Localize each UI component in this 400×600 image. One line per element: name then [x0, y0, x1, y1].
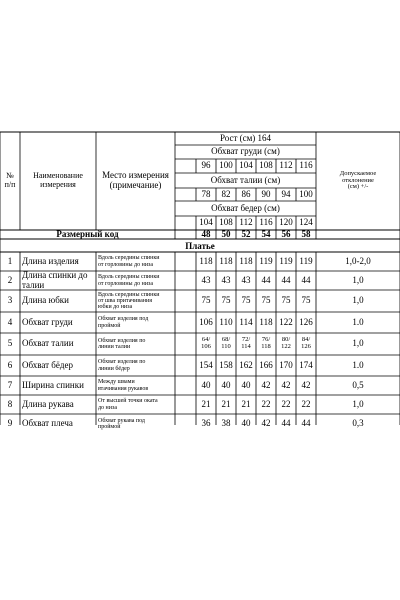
size-code-value: 48	[201, 230, 211, 239]
row-number: 8	[7, 398, 13, 409]
row-name: Обхват груди	[22, 316, 73, 327]
hips-value: 116	[259, 217, 273, 228]
row-value: 75	[221, 295, 231, 306]
row-value: 75	[201, 295, 211, 306]
row-value: 166	[259, 359, 273, 370]
row-number: 7	[7, 379, 13, 390]
row-value: 68/ 110	[221, 336, 231, 350]
row-name: Длина рукава	[22, 398, 74, 409]
row-value: 43	[201, 274, 211, 285]
row-value: 75	[301, 295, 311, 306]
row-value: 38	[221, 418, 231, 429]
row-tolerance: 1.0	[352, 316, 364, 327]
row-value: 76/ 118	[261, 336, 271, 350]
waist-value: 86	[241, 188, 251, 199]
size-code-value: 52	[241, 230, 251, 239]
row-value: 118	[259, 316, 273, 327]
row-value: 42	[261, 418, 271, 429]
row-number: 6	[7, 359, 13, 370]
chest-value: 104	[239, 160, 253, 171]
row-value: 170	[279, 359, 293, 370]
row-name: Длина изделия	[22, 255, 79, 266]
hips-label: Обхват бедер (см)	[211, 202, 280, 213]
row-number: 2	[7, 274, 13, 285]
chest-value: 116	[299, 160, 313, 171]
hips-value: 124	[299, 217, 313, 228]
row-name: Длина спинки до талии	[22, 271, 88, 290]
row-tolerance: 1,0	[352, 338, 364, 349]
section-title: Платье	[185, 241, 215, 251]
waist-value: 94	[281, 188, 291, 199]
row-value: 42	[281, 379, 291, 390]
row-value: 43	[241, 274, 251, 285]
row-value: 119	[299, 255, 313, 266]
row-value: 40	[241, 418, 251, 429]
row-value: 75	[281, 295, 291, 306]
row-place: Обхват изделия по линии бёдер	[98, 359, 146, 372]
row-place: Вдоль середины спинки от шва притачивания юбки до низа	[98, 291, 160, 311]
row-tolerance: 1,0	[352, 274, 364, 285]
chest-value: 96	[201, 160, 211, 171]
row-number: 3	[7, 295, 13, 306]
size-code-value: 50	[221, 230, 231, 239]
row-value: 21	[241, 398, 251, 409]
row-place: Обхват рукава под проймой	[98, 417, 145, 430]
row-value: 40	[241, 379, 251, 390]
row-value: 122	[279, 316, 293, 327]
row-value: 21	[201, 398, 211, 409]
row-value: 43	[221, 274, 231, 285]
row-value: 22	[281, 398, 291, 409]
row-value: 154	[199, 359, 213, 370]
hips-value: 104	[199, 217, 213, 228]
row-name: Обхват плеча	[22, 418, 73, 429]
row-number: 4	[7, 316, 13, 327]
number-column-header: № п/п	[4, 171, 16, 189]
row-value: 80/ 122	[281, 336, 291, 350]
row-value: 119	[279, 255, 293, 266]
waist-value: 100	[299, 188, 313, 199]
waist-value: 82	[221, 188, 231, 199]
row-value: 118	[199, 255, 213, 266]
place-column-header: Место измерения (примечание)	[102, 170, 169, 190]
row-value: 44	[261, 274, 271, 285]
row-value: 64/ 106	[201, 336, 211, 350]
size-code-value: 58	[301, 230, 311, 239]
tolerance-column-header: Допускаемое отклонение (см) +/-	[339, 169, 377, 191]
hips-value: 108	[219, 217, 233, 228]
row-tolerance: 1,0-2,0	[345, 255, 371, 266]
row-place: Вдоль середины спинки от горловины до низа	[98, 274, 160, 287]
chest-label: Обхват груди (см)	[211, 146, 280, 157]
row-value: 114	[239, 316, 253, 327]
name-column-header: Наименование измерения	[33, 171, 83, 189]
row-number: 1	[7, 255, 13, 266]
row-value: 44	[281, 418, 291, 429]
row-value: 42	[301, 379, 311, 390]
row-number: 9	[7, 418, 13, 429]
size-code-value: 54	[261, 230, 271, 239]
chest-value: 100	[219, 160, 233, 171]
row-value: 119	[259, 255, 273, 266]
chest-value: 112	[279, 160, 293, 171]
row-place: Вдоль середины спинки от горловины до низа	[98, 255, 160, 268]
size-code-value: 56	[281, 230, 291, 239]
row-name: Ширина спинки	[22, 379, 84, 390]
chest-value: 108	[259, 160, 273, 171]
row-name: Обхват бёдер	[22, 359, 73, 370]
height-label: Рост (см) 164	[219, 132, 272, 143]
row-value: 174	[299, 359, 313, 370]
row-value: 22	[261, 398, 271, 409]
hips-value: 120	[279, 217, 293, 228]
row-value: 118	[219, 255, 233, 266]
size-code-label: Размерный код	[56, 230, 119, 239]
row-value: 72/ 114	[241, 336, 251, 350]
row-tolerance: 1.0	[352, 359, 364, 370]
row-value: 22	[301, 398, 311, 409]
row-value: 21	[221, 398, 231, 409]
waist-label: Обхват талии (см)	[210, 174, 281, 185]
waist-value: 78	[201, 188, 211, 199]
row-tolerance: 1,0	[352, 398, 364, 409]
waist-value: 90	[261, 188, 271, 199]
size-chart-table	[0, 130, 400, 430]
row-value: 44	[301, 418, 311, 429]
hips-value: 112	[239, 217, 253, 228]
row-value: 75	[261, 295, 271, 306]
row-place: Между швами втачивания рукавов	[98, 379, 149, 392]
row-value: 44	[281, 274, 291, 285]
row-value: 126	[299, 316, 313, 327]
row-name: Обхват талии	[22, 338, 74, 349]
row-value: 84/ 126	[301, 336, 311, 350]
row-tolerance: 0,3	[352, 418, 364, 429]
row-place: Обхват изделия по линии талии	[98, 337, 146, 350]
row-value: 118	[239, 255, 253, 266]
row-value: 106	[199, 316, 213, 327]
row-place: Обхват изделия под проймой	[98, 316, 149, 329]
row-value: 36	[201, 418, 211, 429]
row-name: Длина юбки	[22, 295, 69, 306]
row-tolerance: 1,0	[352, 295, 364, 306]
row-value: 42	[261, 379, 271, 390]
row-number: 5	[7, 338, 13, 349]
row-tolerance: 0,5	[352, 379, 364, 390]
row-value: 110	[219, 316, 233, 327]
row-value: 158	[219, 359, 233, 370]
row-value: 162	[239, 359, 253, 370]
row-place: От высшей точки оката до низа	[98, 398, 158, 411]
row-value: 75	[241, 295, 251, 306]
row-value: 40	[201, 379, 211, 390]
row-value: 44	[301, 274, 311, 285]
row-value: 40	[221, 379, 231, 390]
